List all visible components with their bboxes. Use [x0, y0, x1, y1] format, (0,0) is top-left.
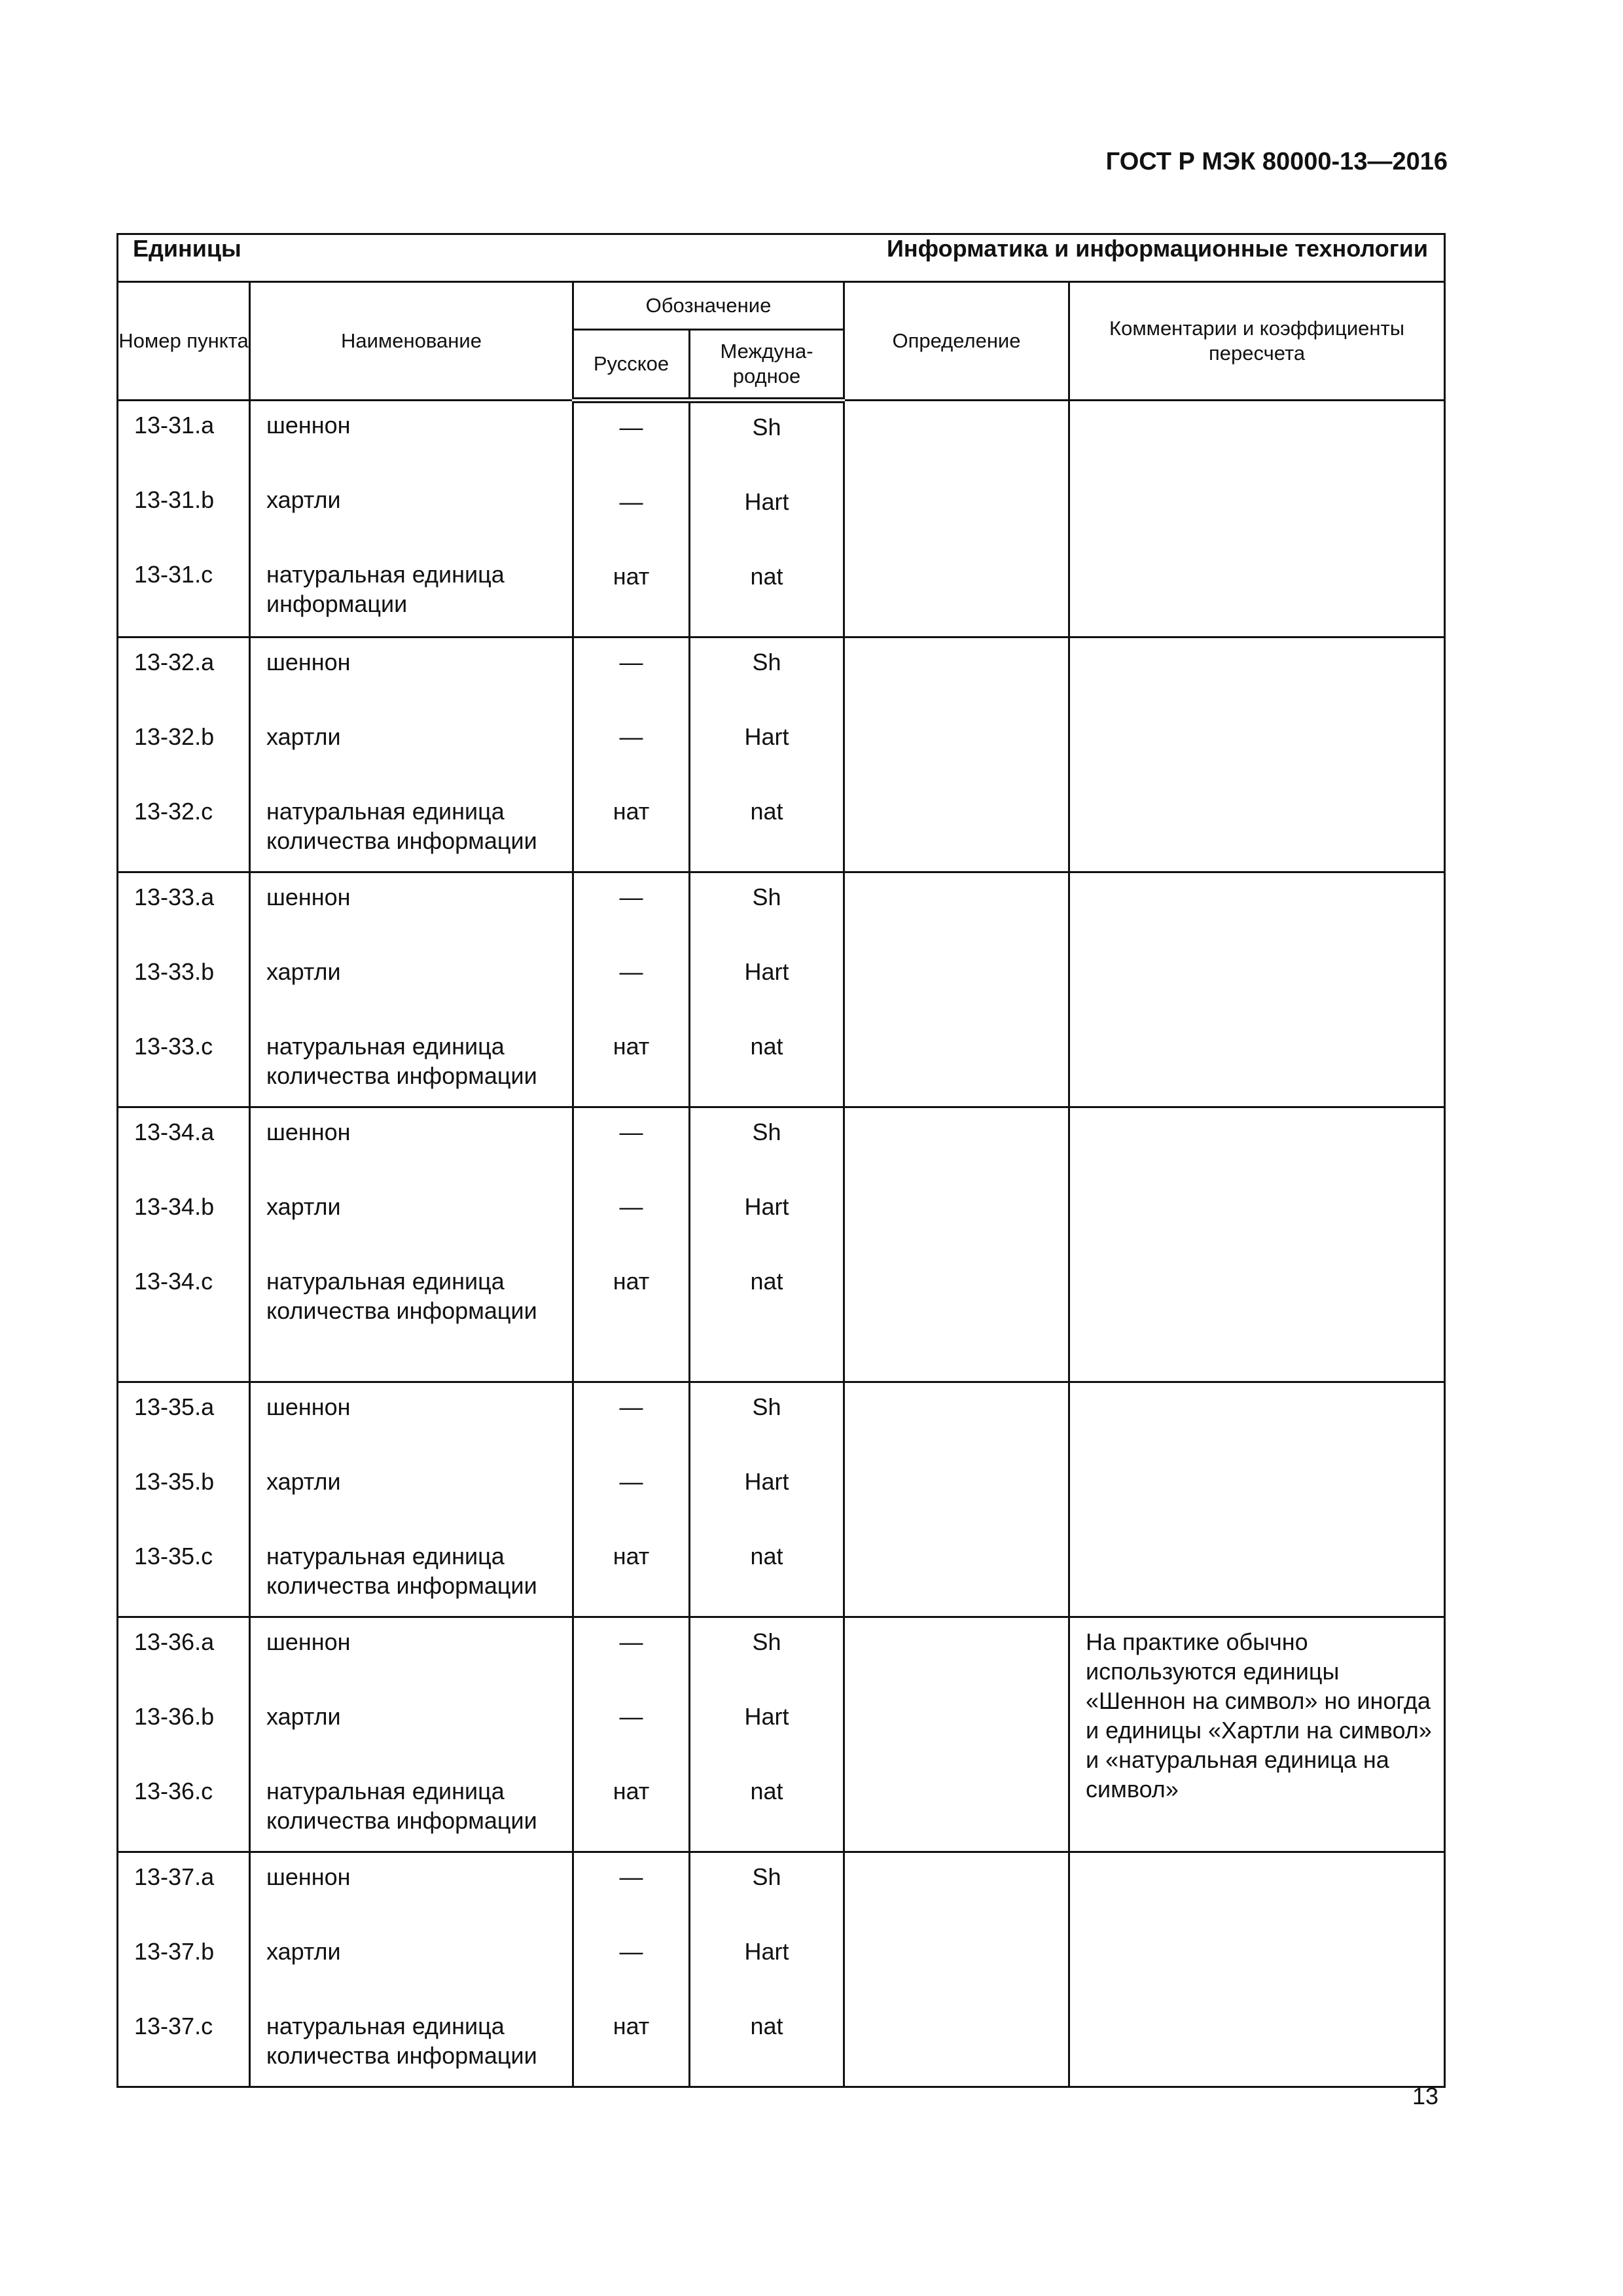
item-name: хартли [266, 1938, 341, 1965]
item-name: шеннон [266, 649, 351, 675]
units-table [116, 233, 1446, 2088]
item-number-cell [118, 637, 250, 872]
international-symbol: Sh [752, 884, 781, 910]
item-name-cell [250, 872, 573, 1107]
item-number: 13-37.b [134, 1938, 215, 1965]
item-number: 13-35.c [134, 1543, 213, 1570]
russian-symbol: — [619, 1628, 643, 1655]
item-name-cell [250, 1852, 573, 2087]
item-number-cell [118, 401, 250, 637]
international-symbol: nat [750, 1543, 783, 1570]
russian-symbol-cell [573, 1852, 690, 2087]
item-number: 13-35.b [134, 1468, 215, 1495]
item-name: хартли [266, 1703, 341, 1730]
column-header-russian: Русское [573, 330, 690, 401]
item-number: 13-31.c [134, 561, 213, 588]
item-name: натуральная единица количества информации [266, 1268, 537, 1324]
international-symbol: Hart [744, 958, 789, 985]
units-table-body [118, 234, 1445, 2087]
table-row-group [118, 637, 1445, 872]
russian-symbol: нат [613, 1778, 650, 1804]
russian-symbol: нат [613, 1543, 650, 1570]
item-number: 13-33.c [134, 1033, 213, 1060]
item-name: шеннон [266, 1119, 351, 1145]
item-number-cell [118, 1107, 250, 1382]
item-name-cell [250, 637, 573, 872]
russian-symbol: — [619, 414, 643, 440]
column-header-international: Междуна-родное [690, 330, 844, 401]
international-symbol: Sh [752, 1393, 781, 1420]
item-number-cell [118, 1382, 250, 1617]
item-name-cell [250, 1617, 573, 1852]
item-name: натуральная единица информации [266, 561, 505, 617]
russian-symbol: — [619, 1393, 643, 1420]
international-symbol: Hart [744, 1938, 789, 1965]
international-symbol: Sh [752, 1863, 781, 1890]
item-number: 13-32.c [134, 798, 213, 825]
international-symbol: Sh [752, 649, 781, 675]
russian-symbol: — [619, 723, 643, 750]
item-number: 13-36.b [134, 1703, 215, 1730]
item-number-cell [118, 1852, 250, 2087]
item-number: 13-32.a [134, 649, 215, 675]
international-symbol: Sh [752, 1119, 781, 1145]
item-name-cell [250, 401, 573, 637]
international-symbol: nat [750, 563, 783, 590]
item-number-cell [118, 1617, 250, 1852]
definition-cell [844, 1107, 1069, 1382]
russian-symbol-cell [573, 637, 690, 872]
russian-symbol: нат [613, 1268, 650, 1295]
table-title-row [118, 234, 1445, 282]
russian-symbol-cell [573, 1382, 690, 1617]
comment-cell [1069, 1107, 1445, 1382]
russian-symbol: — [619, 488, 643, 515]
russian-symbol: — [619, 1938, 643, 1965]
international-symbol: Hart [744, 1193, 789, 1220]
item-name: шеннон [266, 1628, 351, 1655]
russian-symbol: — [619, 958, 643, 985]
definition-cell [844, 1617, 1069, 1852]
item-number: 13-31.a [134, 412, 215, 439]
international-symbol: Hart [744, 1703, 789, 1730]
table-row-group [118, 1617, 1445, 1852]
definition-cell [844, 1852, 1069, 2087]
item-number: 13-35.a [134, 1393, 215, 1420]
russian-symbol: — [619, 1863, 643, 1890]
definition-cell [844, 1382, 1069, 1617]
item-number-cell [118, 872, 250, 1107]
item-name: хартли [266, 1193, 341, 1220]
international-symbol-cell [690, 1382, 844, 1617]
international-symbol-cell [690, 1617, 844, 1852]
international-symbol-cell [690, 872, 844, 1107]
russian-symbol: — [619, 1193, 643, 1220]
table-row-group [118, 1107, 1445, 1382]
international-symbol: nat [750, 2013, 783, 2039]
definition-cell [844, 872, 1069, 1107]
item-name: хартли [266, 486, 341, 513]
document-code: ГОСТ Р МЭК 80000-13—2016 [1105, 148, 1448, 175]
russian-symbol: нат [613, 798, 650, 825]
column-header-number: Номер пункта [118, 282, 250, 401]
header-row-1 [118, 282, 1445, 330]
international-symbol: nat [750, 798, 783, 825]
definition-cell [844, 637, 1069, 872]
column-header-definition: Определение [844, 282, 1069, 401]
column-header-designation: Обозначение [573, 282, 844, 330]
comment-cell [1069, 637, 1445, 872]
item-number: 13-34.b [134, 1193, 215, 1220]
international-symbol-cell [690, 637, 844, 872]
definition-cell [844, 401, 1069, 637]
comment-cell [1069, 401, 1445, 637]
table-title-left: Единицы [133, 235, 241, 262]
international-symbol-cell [690, 1107, 844, 1382]
comment-cell [1069, 1852, 1445, 2087]
item-name: шеннон [266, 1863, 351, 1890]
item-name: шеннон [266, 412, 351, 439]
comment-text: На практике обычно используются единицы «Шеннон на символ» но иногда и единицы «Хартли на символ» и «натуральная единица на символ» [1086, 1628, 1432, 1803]
item-name: натуральная единица количества информации [266, 1543, 537, 1599]
item-name-cell [250, 1382, 573, 1617]
international-symbol-cell [690, 401, 844, 637]
table-title-cell [118, 234, 1445, 282]
item-name-cell [250, 1107, 573, 1382]
table-row-group [118, 1852, 1445, 2087]
item-name: хартли [266, 958, 341, 985]
item-name: натуральная единица количества информации [266, 798, 537, 854]
comment-cell [1069, 1617, 1445, 1852]
russian-symbol: — [619, 884, 643, 910]
item-name: хартли [266, 1468, 341, 1495]
item-number: 13-37.c [134, 2013, 213, 2039]
column-header-comments: Комментарии и коэффициенты пересчета [1069, 282, 1445, 401]
item-number: 13-36.c [134, 1778, 213, 1804]
table-title-right: Информатика и информационные технологии [887, 235, 1429, 262]
russian-symbol: — [619, 1468, 643, 1495]
international-symbol: Hart [744, 723, 789, 750]
international-symbol: Hart [744, 1468, 789, 1495]
item-name: натуральная единица количества информации [266, 1033, 537, 1089]
page-number: 13 [1412, 2083, 1438, 2109]
russian-symbol: нат [613, 563, 650, 590]
russian-symbol-cell [573, 872, 690, 1107]
international-symbol: Sh [752, 414, 781, 440]
russian-symbol: нат [613, 1033, 650, 1060]
item-name: шеннон [266, 1393, 351, 1420]
russian-symbol: — [619, 649, 643, 675]
international-symbol-cell [690, 1852, 844, 2087]
table-row-group [118, 1382, 1445, 1617]
russian-symbol-cell [573, 1617, 690, 1852]
international-symbol: nat [750, 1033, 783, 1060]
item-number: 13-33.b [134, 958, 215, 985]
item-name: натуральная единица количества информации [266, 2013, 537, 2069]
international-symbol: Sh [752, 1628, 781, 1655]
item-name: шеннон [266, 884, 351, 910]
table-row-group [118, 401, 1445, 637]
item-number: 13-32.b [134, 723, 215, 750]
item-number: 13-33.a [134, 884, 215, 910]
item-number: 13-37.a [134, 1863, 215, 1890]
international-symbol: nat [750, 1268, 783, 1295]
item-number: 13-31.b [134, 486, 215, 513]
item-name: хартли [266, 723, 341, 750]
item-name: натуральная единица количества информации [266, 1778, 537, 1834]
international-symbol: Hart [744, 488, 789, 515]
comment-cell [1069, 1382, 1445, 1617]
international-symbol: nat [750, 1778, 783, 1804]
item-number: 13-36.a [134, 1628, 215, 1655]
russian-symbol: нат [613, 2013, 650, 2039]
russian-symbol: — [619, 1703, 643, 1730]
russian-symbol-cell [573, 401, 690, 637]
table-row-group [118, 872, 1445, 1107]
russian-symbol: — [619, 1119, 643, 1145]
column-header-name: Наименование [250, 282, 573, 401]
russian-symbol-cell [573, 1107, 690, 1382]
comment-cell [1069, 872, 1445, 1107]
item-number: 13-34.c [134, 1268, 213, 1295]
item-number: 13-34.a [134, 1119, 215, 1145]
